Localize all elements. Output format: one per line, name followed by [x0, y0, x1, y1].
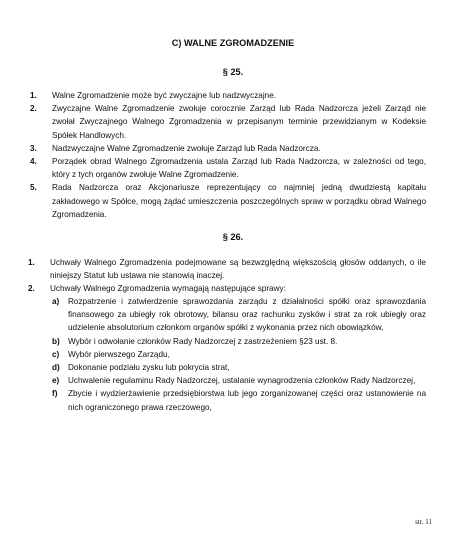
- subitem-text: Wybór pierwszego Zarządu,: [68, 349, 170, 359]
- item-number: 1.: [28, 258, 35, 267]
- subitem-letter: b): [52, 336, 60, 346]
- item-text: Rada Nadzorcza oraz Akcjonariusze reprezentujący co najmniej jedną dwudziestą kapitału zakładowego w Spółce, mogą żądać umieszczenia poszczególnych spraw w porządku obrad Walnego Zgromadzenia.: [52, 183, 426, 219]
- subitem-letter: a): [52, 297, 60, 306]
- item-number: 1.: [30, 91, 37, 100]
- item-number: 3.: [30, 143, 37, 153]
- subitem-text: Uchwalenie regulaminu Rady Nadzorczej, ustalanie wynagrodzenia członków Rady Nadzorczej,: [68, 376, 416, 386]
- paragraph-26-sublist: [52, 295, 426, 414]
- subitem-letter: e): [52, 376, 60, 386]
- subitem-text: Rozpatrzenie i zatwierdzenie sprawozdania zarządu z działalności spółki oraz sprawozdania finansowego za ubiegły rok obrotowy, bilansu oraz rachunku zysków i strat za rok ubiegły oraz udzielenie absolutorium członkom organów spółki z wykonania przez nich obowiązków,: [68, 297, 426, 333]
- paragraph-25-list: [30, 89, 426, 221]
- list-item: [30, 142, 426, 155]
- subitem-text: Dokonanie podziału zysku lub pokrycia strat,: [68, 363, 230, 373]
- item-text: Porządek obrad Walnego Zgromadzenia ustala Zarząd lub Rada Nadzorcza, w zależności od tego, który z tych organów zwołuje Walne Zgromadzenie.: [52, 157, 426, 180]
- item-number: 5.: [30, 183, 37, 193]
- subitem-text: Zbycie i wydzierżawienie przedsiębiorstwa lub jego zorganizowanej części oraz ustanowienie na nich ograniczonego prawa rzeczowego,: [68, 389, 426, 412]
- item-text: Uchwały Walnego Zgromadzenia wymagają następujące sprawy:: [50, 284, 286, 294]
- list-item: [30, 155, 426, 181]
- section-title: C) WALNE ZGROMADZENIE: [171, 38, 295, 48]
- list-item: [30, 181, 426, 221]
- sublist-item: [52, 374, 426, 387]
- sublist-item: [52, 348, 426, 361]
- list-item: [28, 282, 426, 295]
- paragraph-25-title: § 25.: [222, 67, 244, 77]
- item-number: 4.: [30, 157, 37, 167]
- item-number: 2.: [30, 104, 37, 114]
- item-text: Walne Zgromadzenie może być zwyczajne lub nadzwyczajne.: [52, 91, 277, 100]
- list-item: [28, 256, 426, 282]
- list-item: [30, 89, 426, 102]
- subitem-letter: f): [52, 389, 58, 399]
- item-text: Zwyczajne Walne Zgromadzenie zwołuje corocznie Zarząd lub Rada Nadzorcza jeżeli Zarząd nie zwołał Zwyczajnego Walnego Zgromadzenia w przepisanym terminie przewidzianym w Kodeksie Spółek Handlowych.: [52, 104, 426, 140]
- sublist-item: [52, 335, 426, 348]
- sublist-item: [52, 387, 426, 413]
- page-number: str. 11: [415, 518, 432, 526]
- sublist-item: [52, 361, 426, 374]
- subitem-letter: c): [52, 349, 60, 359]
- item-text: Nadzwyczajne Walne Zgromadzenie zwołuje Zarząd lub Rada Nadzorcza.: [52, 143, 321, 153]
- sublist-item: [52, 295, 426, 335]
- subitem-letter: d): [52, 363, 60, 373]
- subitem-text: Wybór i odwołanie członków Rady Nadzorczej z zastrzeżeniem §23 ust. 8.: [68, 336, 338, 346]
- item-text: Uchwały Walnego Zgromadzenia podejmowane są bezwzględną większością głosów oddanych, o ile niniejszy Statut lub ustawa nie stanowią inaczej.: [50, 258, 426, 281]
- list-item: [30, 102, 426, 142]
- paragraph-26-title: § 26.: [222, 232, 244, 242]
- paragraph-26-list: [28, 256, 426, 296]
- item-number: 2.: [28, 284, 35, 294]
